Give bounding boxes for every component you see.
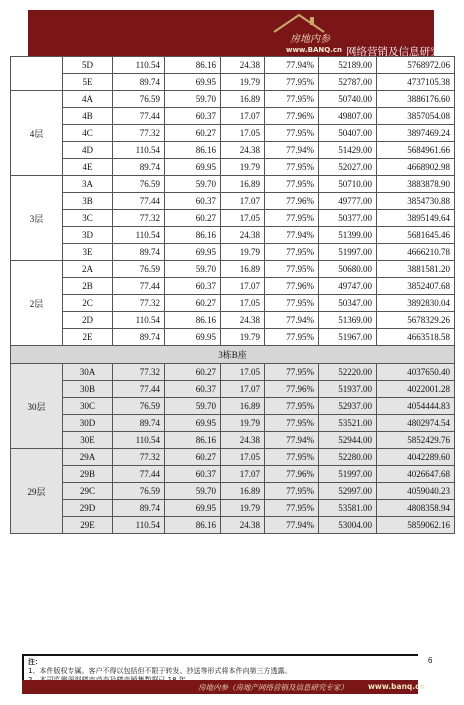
value-cell: 60.37 bbox=[165, 108, 221, 125]
section-row bbox=[11, 346, 455, 364]
value-cell: 89.74 bbox=[113, 74, 165, 91]
value-cell: 17.07 bbox=[221, 466, 265, 483]
value-cell: 77.95% bbox=[265, 449, 319, 466]
value-cell: 51429.00 bbox=[319, 142, 377, 159]
unit-cell: 29B bbox=[63, 466, 113, 483]
value-cell: 3881581.20 bbox=[377, 261, 455, 278]
table-row bbox=[11, 176, 455, 193]
value-cell: 52280.00 bbox=[319, 449, 377, 466]
value-cell: 17.05 bbox=[221, 210, 265, 227]
floor-label: 4层 bbox=[11, 91, 63, 176]
value-cell: 4022001.28 bbox=[377, 381, 455, 398]
value-cell: 110.54 bbox=[113, 312, 165, 329]
header-slogan: 网络营销及信息研究专家 bbox=[346, 46, 462, 58]
value-cell: 89.74 bbox=[113, 500, 165, 517]
unit-cell: 29D bbox=[63, 500, 113, 517]
value-cell: 110.54 bbox=[113, 57, 165, 74]
table-row bbox=[11, 381, 455, 398]
notes-title: 注： bbox=[28, 658, 42, 666]
value-cell: 52787.00 bbox=[319, 74, 377, 91]
value-cell: 77.32 bbox=[113, 210, 165, 227]
value-cell: 50347.00 bbox=[319, 295, 377, 312]
value-cell: 19.79 bbox=[221, 415, 265, 432]
value-cell: 77.95% bbox=[265, 244, 319, 261]
value-cell: 60.27 bbox=[165, 364, 221, 381]
table-row bbox=[11, 57, 455, 74]
value-cell: 49807.00 bbox=[319, 108, 377, 125]
value-cell: 60.37 bbox=[165, 381, 221, 398]
value-cell: 4059040.23 bbox=[377, 483, 455, 500]
value-cell: 3886176.60 bbox=[377, 91, 455, 108]
value-cell: 49747.00 bbox=[319, 278, 377, 295]
value-cell: 86.16 bbox=[165, 312, 221, 329]
floor-label: 30层 bbox=[11, 364, 63, 449]
value-cell: 60.27 bbox=[165, 449, 221, 466]
value-cell: 51399.00 bbox=[319, 227, 377, 244]
table-row bbox=[11, 312, 455, 329]
value-cell: 24.38 bbox=[221, 432, 265, 449]
value-cell: 24.38 bbox=[221, 312, 265, 329]
value-cell: 86.16 bbox=[165, 517, 221, 534]
value-cell: 89.74 bbox=[113, 415, 165, 432]
value-cell: 16.89 bbox=[221, 176, 265, 193]
value-cell: 50710.00 bbox=[319, 176, 377, 193]
value-cell: 77.95% bbox=[265, 364, 319, 381]
value-cell: 77.44 bbox=[113, 108, 165, 125]
value-cell: 76.59 bbox=[113, 91, 165, 108]
table-row bbox=[11, 483, 455, 500]
value-cell: 19.79 bbox=[221, 74, 265, 91]
unit-cell: 4D bbox=[63, 142, 113, 159]
value-cell: 77.44 bbox=[113, 193, 165, 210]
value-cell: 76.59 bbox=[113, 261, 165, 278]
value-cell: 5684961.66 bbox=[377, 142, 455, 159]
value-cell: 69.95 bbox=[165, 74, 221, 91]
value-cell: 86.16 bbox=[165, 227, 221, 244]
value-cell: 24.38 bbox=[221, 142, 265, 159]
table-row bbox=[11, 449, 455, 466]
value-cell: 77.95% bbox=[265, 159, 319, 176]
floor-label: 2层 bbox=[11, 261, 63, 346]
unit-cell: 3E bbox=[63, 244, 113, 261]
value-cell: 53521.00 bbox=[319, 415, 377, 432]
value-cell: 60.37 bbox=[165, 466, 221, 483]
value-cell: 76.59 bbox=[113, 398, 165, 415]
value-cell: 3857054.08 bbox=[377, 108, 455, 125]
value-cell: 24.38 bbox=[221, 517, 265, 534]
value-cell: 60.27 bbox=[165, 295, 221, 312]
unit-cell: 2D bbox=[63, 312, 113, 329]
table-row bbox=[11, 329, 455, 346]
value-cell: 77.95% bbox=[265, 210, 319, 227]
unit-cell: 29C bbox=[63, 483, 113, 500]
value-cell: 77.95% bbox=[265, 483, 319, 500]
sales-price-table bbox=[10, 56, 455, 534]
value-cell: 77.95% bbox=[265, 415, 319, 432]
value-cell: 59.70 bbox=[165, 176, 221, 193]
value-cell: 69.95 bbox=[165, 244, 221, 261]
value-cell: 17.07 bbox=[221, 108, 265, 125]
value-cell: 3854730.88 bbox=[377, 193, 455, 210]
value-cell: 3895149.64 bbox=[377, 210, 455, 227]
floor-label bbox=[11, 57, 63, 91]
value-cell: 77.44 bbox=[113, 278, 165, 295]
value-cell: 4026647.68 bbox=[377, 466, 455, 483]
unit-cell: 29E bbox=[63, 517, 113, 534]
value-cell: 59.70 bbox=[165, 91, 221, 108]
unit-cell: 30E bbox=[63, 432, 113, 449]
table-row bbox=[11, 398, 455, 415]
value-cell: 89.74 bbox=[113, 159, 165, 176]
value-cell: 4054444.83 bbox=[377, 398, 455, 415]
value-cell: 53581.00 bbox=[319, 500, 377, 517]
table-row bbox=[11, 227, 455, 244]
unit-cell: 4B bbox=[63, 108, 113, 125]
value-cell: 69.95 bbox=[165, 415, 221, 432]
table-row bbox=[11, 74, 455, 91]
value-cell: 110.54 bbox=[113, 142, 165, 159]
unit-cell: 4A bbox=[63, 91, 113, 108]
value-cell: 86.16 bbox=[165, 432, 221, 449]
value-cell: 77.94% bbox=[265, 227, 319, 244]
table-row bbox=[11, 500, 455, 517]
value-cell: 89.74 bbox=[113, 244, 165, 261]
table-row bbox=[11, 261, 455, 278]
value-cell: 3897469.24 bbox=[377, 125, 455, 142]
value-cell: 77.95% bbox=[265, 261, 319, 278]
note-line-1: 1、本件版权专属。客户不得以包括但不限于转发、抄送等形式将本件向第三方透露。 bbox=[28, 667, 292, 675]
unit-cell: 30C bbox=[63, 398, 113, 415]
unit-cell: 5D bbox=[63, 57, 113, 74]
table-row bbox=[11, 125, 455, 142]
value-cell: 49777.00 bbox=[319, 193, 377, 210]
value-cell: 89.74 bbox=[113, 329, 165, 346]
value-cell: 77.94% bbox=[265, 312, 319, 329]
value-cell: 77.94% bbox=[265, 517, 319, 534]
value-cell: 17.07 bbox=[221, 278, 265, 295]
page-number: 6 bbox=[428, 656, 433, 665]
value-cell: 59.70 bbox=[165, 261, 221, 278]
table-row bbox=[11, 193, 455, 210]
unit-cell: 3C bbox=[63, 210, 113, 227]
value-cell: 5852429.76 bbox=[377, 432, 455, 449]
value-cell: 50407.00 bbox=[319, 125, 377, 142]
value-cell: 19.79 bbox=[221, 500, 265, 517]
value-cell: 4037650.40 bbox=[377, 364, 455, 381]
table-row bbox=[11, 108, 455, 125]
brand-url: www.BANQ.cn bbox=[286, 46, 342, 54]
value-cell: 52944.00 bbox=[319, 432, 377, 449]
value-cell: 16.89 bbox=[221, 483, 265, 500]
value-cell: 77.44 bbox=[113, 381, 165, 398]
value-cell: 51369.00 bbox=[319, 312, 377, 329]
value-cell: 51967.00 bbox=[319, 329, 377, 346]
footer-banner bbox=[22, 680, 425, 694]
value-cell: 77.94% bbox=[265, 142, 319, 159]
unit-cell: 5E bbox=[63, 74, 113, 91]
value-cell: 76.59 bbox=[113, 176, 165, 193]
value-cell: 76.59 bbox=[113, 483, 165, 500]
value-cell: 53004.00 bbox=[319, 517, 377, 534]
value-cell: 77.94% bbox=[265, 57, 319, 74]
value-cell: 4808358.94 bbox=[377, 500, 455, 517]
table-row bbox=[11, 278, 455, 295]
value-cell: 77.44 bbox=[113, 466, 165, 483]
value-cell: 77.95% bbox=[265, 295, 319, 312]
value-cell: 77.32 bbox=[113, 449, 165, 466]
value-cell: 51997.00 bbox=[319, 244, 377, 261]
value-cell: 51997.00 bbox=[319, 466, 377, 483]
value-cell: 19.79 bbox=[221, 329, 265, 346]
unit-cell: 3B bbox=[63, 193, 113, 210]
value-cell: 3883878.90 bbox=[377, 176, 455, 193]
value-cell: 50680.00 bbox=[319, 261, 377, 278]
table-row bbox=[11, 415, 455, 432]
value-cell: 77.95% bbox=[265, 91, 319, 108]
value-cell: 4042289.60 bbox=[377, 449, 455, 466]
value-cell: 5768972.06 bbox=[377, 57, 455, 74]
value-cell: 110.54 bbox=[113, 227, 165, 244]
value-cell: 3892830.04 bbox=[377, 295, 455, 312]
value-cell: 16.89 bbox=[221, 261, 265, 278]
value-cell: 77.95% bbox=[265, 500, 319, 517]
unit-cell: 4C bbox=[63, 125, 113, 142]
section-title: 3栋B座 bbox=[11, 346, 455, 364]
value-cell: 4802974.54 bbox=[377, 415, 455, 432]
value-cell: 17.07 bbox=[221, 381, 265, 398]
value-cell: 77.94% bbox=[265, 432, 319, 449]
value-cell: 77.95% bbox=[265, 329, 319, 346]
value-cell: 19.79 bbox=[221, 244, 265, 261]
value-cell: 16.89 bbox=[221, 91, 265, 108]
value-cell: 59.70 bbox=[165, 398, 221, 415]
value-cell: 51937.00 bbox=[319, 381, 377, 398]
footer-brand-text: 房地内参（房地产网络营销及信息研究专家） bbox=[198, 683, 348, 692]
table-row bbox=[11, 159, 455, 176]
unit-cell: 2C bbox=[63, 295, 113, 312]
value-cell: 86.16 bbox=[165, 142, 221, 159]
table-row bbox=[11, 244, 455, 261]
value-cell: 77.96% bbox=[265, 108, 319, 125]
value-cell: 17.05 bbox=[221, 449, 265, 466]
table-row bbox=[11, 142, 455, 159]
value-cell: 4737105.38 bbox=[377, 74, 455, 91]
value-cell: 17.07 bbox=[221, 193, 265, 210]
value-cell: 52027.00 bbox=[319, 159, 377, 176]
unit-cell: 30D bbox=[63, 415, 113, 432]
value-cell: 77.32 bbox=[113, 295, 165, 312]
value-cell: 69.95 bbox=[165, 159, 221, 176]
value-cell: 69.95 bbox=[165, 500, 221, 517]
value-cell: 69.95 bbox=[165, 329, 221, 346]
value-cell: 77.96% bbox=[265, 466, 319, 483]
value-cell: 77.95% bbox=[265, 398, 319, 415]
value-cell: 3852407.68 bbox=[377, 278, 455, 295]
unit-cell: 30A bbox=[63, 364, 113, 381]
value-cell: 16.89 bbox=[221, 398, 265, 415]
table-row bbox=[11, 295, 455, 312]
header-banner bbox=[28, 10, 462, 58]
table-row bbox=[11, 517, 455, 534]
value-cell: 77.95% bbox=[265, 74, 319, 91]
floor-label: 3层 bbox=[11, 176, 63, 261]
value-cell: 110.54 bbox=[113, 517, 165, 534]
value-cell: 52997.00 bbox=[319, 483, 377, 500]
value-cell: 60.27 bbox=[165, 210, 221, 227]
table-row bbox=[11, 364, 455, 381]
value-cell: 77.95% bbox=[265, 125, 319, 142]
footer-url: www.banq.cn bbox=[368, 682, 425, 691]
value-cell: 17.05 bbox=[221, 125, 265, 142]
value-cell: 60.37 bbox=[165, 193, 221, 210]
value-cell: 4663518.58 bbox=[377, 329, 455, 346]
unit-cell: 3A bbox=[63, 176, 113, 193]
value-cell: 5678329.26 bbox=[377, 312, 455, 329]
value-cell: 86.16 bbox=[165, 57, 221, 74]
unit-cell: 2A bbox=[63, 261, 113, 278]
brand-logo-text: 房地内参 bbox=[290, 34, 330, 45]
unit-cell: 3D bbox=[63, 227, 113, 244]
value-cell: 24.38 bbox=[221, 227, 265, 244]
value-cell: 59.70 bbox=[165, 483, 221, 500]
value-cell: 52189.00 bbox=[319, 57, 377, 74]
value-cell: 4666210.78 bbox=[377, 244, 455, 261]
value-cell: 77.96% bbox=[265, 193, 319, 210]
value-cell: 5681645.46 bbox=[377, 227, 455, 244]
value-cell: 50377.00 bbox=[319, 210, 377, 227]
table-row bbox=[11, 91, 455, 108]
value-cell: 60.37 bbox=[165, 278, 221, 295]
value-cell: 24.38 bbox=[221, 57, 265, 74]
value-cell: 77.96% bbox=[265, 278, 319, 295]
unit-cell: 29A bbox=[63, 449, 113, 466]
value-cell: 5859062.16 bbox=[377, 517, 455, 534]
value-cell: 4668902.98 bbox=[377, 159, 455, 176]
table-row bbox=[11, 432, 455, 449]
value-cell: 52220.00 bbox=[319, 364, 377, 381]
unit-cell: 2B bbox=[63, 278, 113, 295]
value-cell: 17.05 bbox=[221, 364, 265, 381]
value-cell: 50740.00 bbox=[319, 91, 377, 108]
unit-cell: 4E bbox=[63, 159, 113, 176]
value-cell: 77.32 bbox=[113, 364, 165, 381]
value-cell: 77.95% bbox=[265, 176, 319, 193]
value-cell: 17.05 bbox=[221, 295, 265, 312]
value-cell: 60.27 bbox=[165, 125, 221, 142]
unit-cell: 2E bbox=[63, 329, 113, 346]
value-cell: 77.96% bbox=[265, 381, 319, 398]
value-cell: 110.54 bbox=[113, 432, 165, 449]
value-cell: 19.79 bbox=[221, 159, 265, 176]
table-row bbox=[11, 466, 455, 483]
value-cell: 52937.00 bbox=[319, 398, 377, 415]
floor-label: 29层 bbox=[11, 449, 63, 534]
unit-cell: 30B bbox=[63, 381, 113, 398]
value-cell: 77.32 bbox=[113, 125, 165, 142]
table-row bbox=[11, 210, 455, 227]
